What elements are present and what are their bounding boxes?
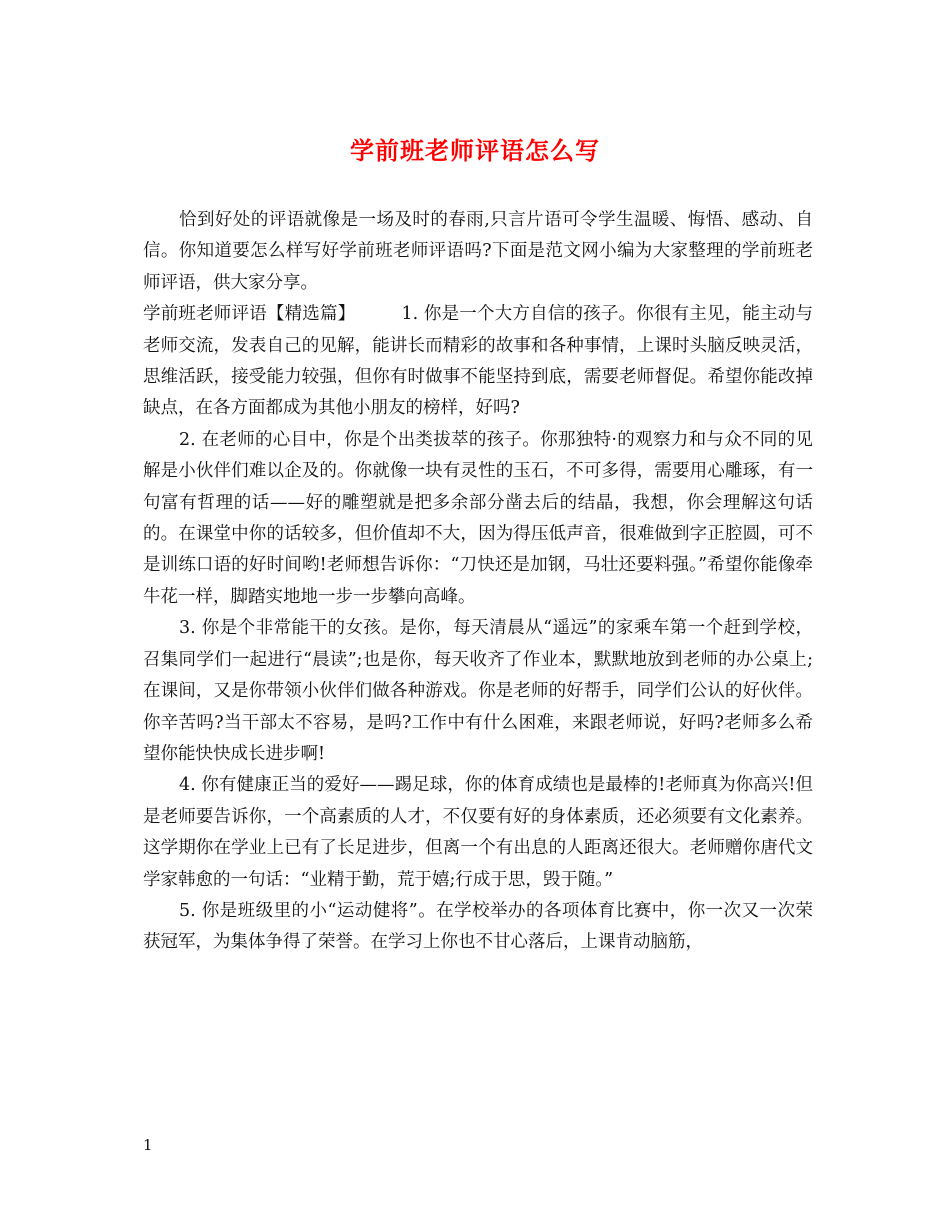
comment-4-paragraph: 4. 你有健康正当的爱好——踢足球，你的体育成绩也是最棒的!老师真为你高兴!但是老师要告诉你，一个高素质的人才，不仅要有好的身体素质，还必须要有文化素养。这学期你在学业上已有了长足进步，但离一个有出息的人距离还很大。老师赠你唐代文学家韩愈的一句话：“业精于勤，荒于嬉;行成于思，毁于随。” <box>143 775 813 890</box>
document-body <box>143 205 813 959</box>
comment-3-paragraph: 3. 你是个非常能干的女孩。是你，每天清晨从“遥远”的家乘车第一个赶到学校，召集同学们一起进行“晨读”;也是你，每天收齐了作业本，默默地放到老师的办公桌上;在课间，又是你带领小伙伴们做各种游戏。你是老师的好帮手，同学们公认的好伙伴。你辛苦吗?当干部太不容易，是吗?工作中有什么困难，来跟老师说，好吗?老师多么希望你能快快成长进步啊! <box>143 618 813 764</box>
page-number: 1 <box>143 1136 153 1154</box>
section-heading: 学前班老师评语【精选篇】 <box>143 304 356 325</box>
comment-1-text: 1. 你是一个大方自信的孩子。你很有主见，能主动与老师交流，发表自己的见解，能讲长而精彩的故事和各种事情，上课时头脑反映灵活，思维活跃，接受能力较强，但你有时做事不能坚持到底，需要老师督促。希望你能改掉缺点，在各方面都成为其他小朋友的榜样，好吗? <box>143 304 814 419</box>
comment-2-paragraph: 2. 在老师的心目中，你是个出类拔萃的孩子。你那独特·的观察力和与众不同的见解是小伙伴们难以企及的。你就像一块有灵性的玉石，不可多得，需要用心雕琢，有一句富有哲理的话——好的雕塑就是把多余部分凿去后的结晶，我想，你会理解这句话的。在课堂中你的话较多，但价值却不大，因为得压低声音，很难做到字正腔圆，可不是训练口语的好时间哟!老师想告诉你：“刀快还是加钢，马壮还要料强。”希望你能像牵牛花一样，脚踏实地地一步一步攀向高峰。 <box>143 429 813 607</box>
section-heading-spacer <box>355 304 401 324</box>
comment-5-paragraph: 5. 你是班级里的小“运动健将”。在学校举办的各项体育比赛中，你一次又一次荣获冠军，为集体争得了荣誉。在学习上你也不甘心落后，上课肯动脑筋， <box>143 900 813 953</box>
intro-paragraph: 恰到好处的评语就像是一场及时的春雨,只言片语可令学生温暖、悔悟、感动、自信。你知道要怎么样写好学前班老师评语吗?下面是范文网小编为大家整理的学前班老师评语，供大家分享。 <box>143 210 813 293</box>
section-paragraph-1 <box>143 299 813 425</box>
document-title: 学前班老师评语怎么写 <box>350 136 600 165</box>
